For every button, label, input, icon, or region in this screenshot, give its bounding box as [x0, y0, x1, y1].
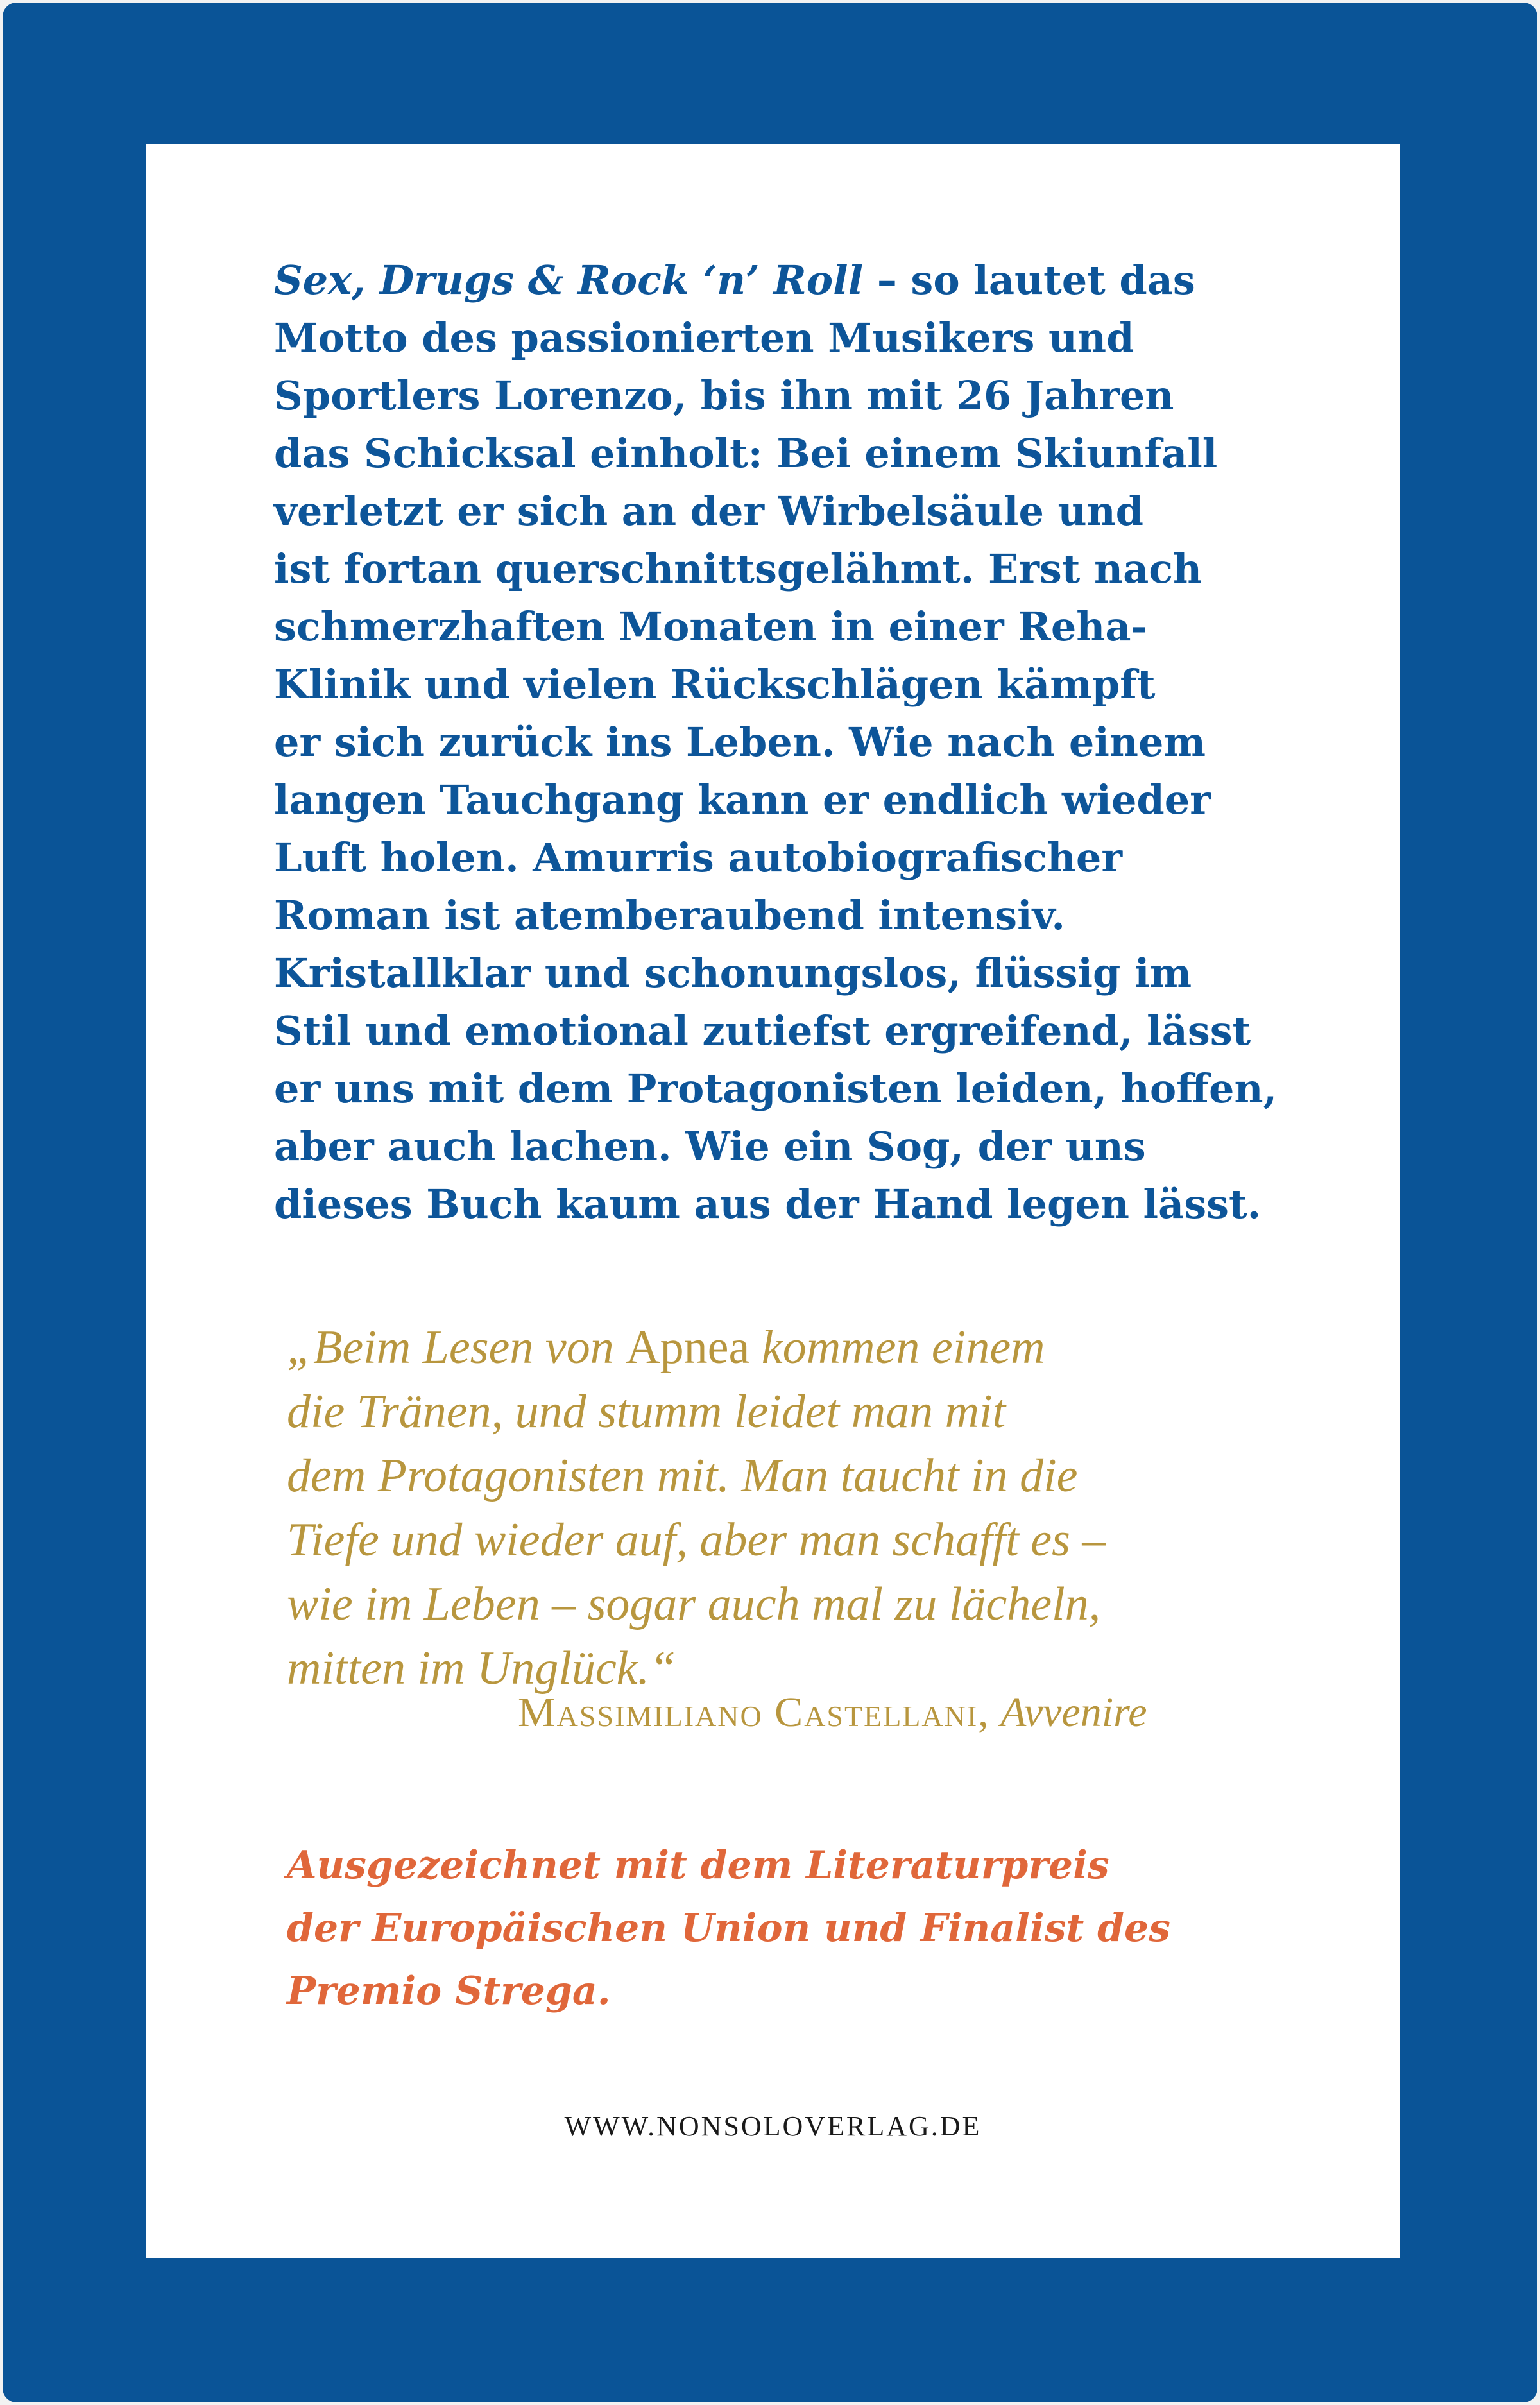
quoted-book-title: Apnea — [626, 1321, 750, 1374]
quote-line — [287, 1315, 1262, 1380]
blurb-line: das Schicksal einholt: Bei einem Skiunfall — [274, 430, 1218, 477]
award-line: Premio Strega. — [287, 1969, 611, 2014]
blurb-line: schmerzhaften Monaten in einer Reha- — [274, 603, 1148, 650]
blurb-line: Kristallklar und schonungslos, flüssig im — [274, 950, 1192, 997]
blurb-line: Motto des passionierten Musikers und — [274, 314, 1134, 361]
blurb-line: er sich zurück ins Leben. Wie nach einem — [274, 719, 1206, 766]
blurb-line: Stil und emotional zutiefst ergreifend, lässt — [274, 1007, 1251, 1054]
blurb-line-rest: – so lautet das — [863, 257, 1195, 304]
quote-line: die Tränen, und stumm leidet man mit — [287, 1385, 1006, 1438]
blurb-line: ist fortan querschnittsgelähmt. Erst nach — [274, 545, 1202, 592]
blurb-line: verletzt er sich an der Wirbelsäule und — [274, 488, 1144, 535]
award-note — [287, 1834, 1313, 2023]
blurb-paragraph — [274, 252, 1365, 1233]
blurb-line: Sportlers Lorenzo, bis ihn mit 26 Jahren — [274, 372, 1174, 419]
quote-attribution — [518, 1684, 1416, 1742]
text-panel — [146, 144, 1400, 2258]
blurb-line — [274, 252, 1365, 309]
blurb-line: Roman ist atemberaubend intensiv. — [274, 892, 1066, 939]
quote-line-end: kommen einem — [749, 1321, 1045, 1374]
quote-author: Massimiliano Castellani, — [518, 1689, 990, 1736]
book-back-cover — [3, 3, 1537, 2402]
blurb-line: Luft holen. Amurris autobiografischer — [274, 834, 1123, 881]
quote-line: Tiefe und wieder auf, aber man schafft es – — [287, 1514, 1106, 1566]
quote-line-start: „Beim Lesen von — [287, 1321, 626, 1374]
award-line: der Europäischen Union und Finalist des — [287, 1906, 1170, 1951]
quote-line: wie im Leben – sogar auch mal zu lächeln, — [287, 1578, 1101, 1630]
blurb-line: aber auch lachen. Wie ein Sog, der uns — [274, 1123, 1146, 1170]
blurb-line: Klinik und vielen Rückschlägen kämpft — [274, 661, 1156, 708]
blurb-line: langen Tauchgang kann er endlich wieder — [274, 776, 1211, 823]
blurb-line: dieses Buch kaum aus der Hand legen lässt. — [274, 1181, 1262, 1228]
award-line: Ausgezeichnet mit dem Literaturpreis — [287, 1843, 1109, 1888]
blurb-motto: Sex, Drugs & Rock ‘n’ Roll — [274, 257, 864, 304]
blurb-line: er uns mit dem Protagonisten leiden, hoffen, — [274, 1065, 1278, 1112]
quote-line: dem Protagonisten mit. Man taucht in die — [287, 1450, 1078, 1502]
publisher-url: WWW.NONSOLOVERLAG.DE — [564, 2110, 982, 2142]
quote-line: mitten im Unglück.“ — [287, 1642, 676, 1695]
review-quote — [287, 1315, 1262, 1700]
quote-source: Avvenire — [1000, 1689, 1147, 1736]
